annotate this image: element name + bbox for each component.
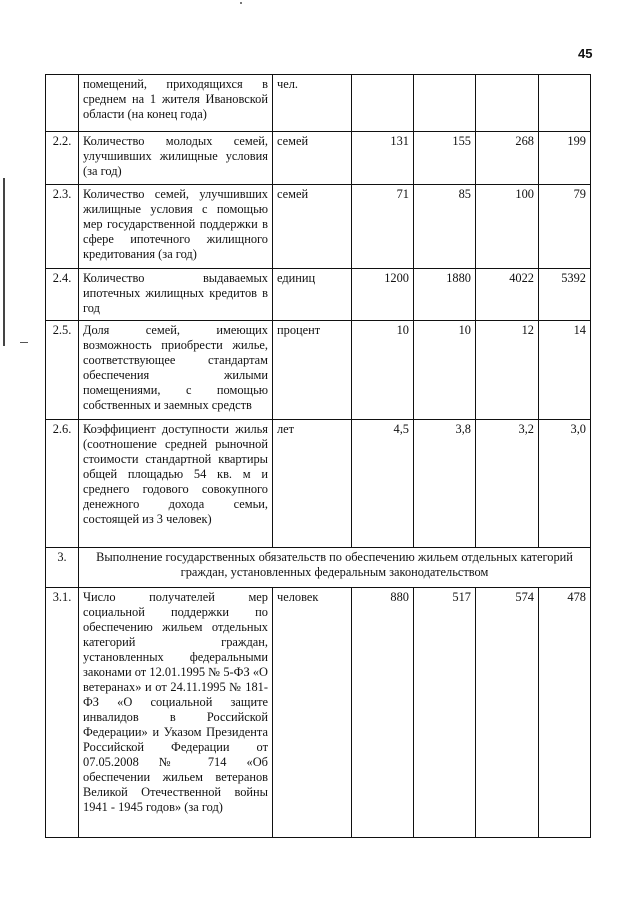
table-row-2-4 bbox=[46, 269, 591, 321]
row-number: 2.2. bbox=[46, 132, 79, 185]
row-number: 2.4. bbox=[46, 269, 79, 321]
value-cell bbox=[414, 75, 476, 132]
indicator-unit: чел. bbox=[273, 75, 352, 132]
scan-artifact-margin-line bbox=[3, 178, 5, 346]
value-cell bbox=[352, 75, 414, 132]
value-cell: 4,5 bbox=[352, 420, 414, 548]
value-cell: 3,8 bbox=[414, 420, 476, 548]
value-cell: 3,0 bbox=[539, 420, 591, 548]
value-cell: 131 bbox=[352, 132, 414, 185]
scan-artifact-dot bbox=[240, 2, 242, 4]
section-title: Выполнение государственных обязательств по обеспечению жильем отдельных категорий граждан, установленных федеральным законодательством bbox=[79, 548, 591, 588]
value-cell: 100 bbox=[476, 185, 539, 269]
value-cell: 1200 bbox=[352, 269, 414, 321]
indicator-unit: процент bbox=[273, 321, 352, 420]
indicator-description: Коэффициент доступности жилья (соотношение средней рыночной стоимости стандартной квартиры общей площадью 54 кв. м и среднего годового совокупного денежного дохода семьи, состоящей из 3 человек) bbox=[79, 420, 273, 548]
table-row-2-2 bbox=[46, 132, 591, 185]
row-number: 2.3. bbox=[46, 185, 79, 269]
value-cell: 85 bbox=[414, 185, 476, 269]
page-number: 45 bbox=[578, 46, 593, 61]
scan-artifact-dash bbox=[20, 342, 28, 343]
value-cell bbox=[476, 75, 539, 132]
value-cell: 517 bbox=[414, 588, 476, 838]
indicator-description: Доля семей, имеющих возможность приобрести жилье, соответствующее стандартам обеспечения жилыми помещениями, с помощью собственных и заемных средств bbox=[79, 321, 273, 420]
indicator-unit: лет bbox=[273, 420, 352, 548]
value-cell: 268 bbox=[476, 132, 539, 185]
row-number: 2.6. bbox=[46, 420, 79, 548]
row-number: 2.5. bbox=[46, 321, 79, 420]
indicator-description: Число получателей мер социальной поддержки по обеспечению жильем отдельных категорий граждан, установленных федеральными законами от 12.01.1995 № 5-ФЗ «О ветеранах» и от 24.11.1995 № 181-ФЗ «О социальной защите инвалидов в Российской Федерации» и Указом Президента Российской Федерации от 07.05.2008 № 714 «Об обеспечении жильем ветеранов Великой Отечественной войны 1941 - 1945 годов» (за год) bbox=[79, 588, 273, 838]
value-cell: 4022 bbox=[476, 269, 539, 321]
table-row-section-3 bbox=[46, 548, 591, 588]
indicator-description: Количество семей, улучшивших жилищные условия с помощью мер государственной поддержки в сфере ипотечного жилищного кредитования (за год) bbox=[79, 185, 273, 269]
value-cell: 478 bbox=[539, 588, 591, 838]
section-number: 3. bbox=[46, 548, 79, 588]
value-cell: 79 bbox=[539, 185, 591, 269]
indicators-table bbox=[45, 74, 591, 838]
value-cell: 574 bbox=[476, 588, 539, 838]
value-cell: 880 bbox=[352, 588, 414, 838]
value-cell: 10 bbox=[414, 321, 476, 420]
table-row-2-6 bbox=[46, 420, 591, 548]
value-cell: 12 bbox=[476, 321, 539, 420]
table-row-3-1 bbox=[46, 588, 591, 838]
value-cell: 14 bbox=[539, 321, 591, 420]
row-number: 3.1. bbox=[46, 588, 79, 838]
value-cell: 3,2 bbox=[476, 420, 539, 548]
indicator-description: Количество молодых семей, улучшивших жилищные условия (за год) bbox=[79, 132, 273, 185]
indicator-description: помещений, приходящихся в среднем на 1 жителя Ивановской области (на конец года) bbox=[79, 75, 273, 132]
value-cell: 71 bbox=[352, 185, 414, 269]
value-cell: 5392 bbox=[539, 269, 591, 321]
value-cell bbox=[539, 75, 591, 132]
table-row-2-5 bbox=[46, 321, 591, 420]
value-cell: 155 bbox=[414, 132, 476, 185]
table-row-2-3 bbox=[46, 185, 591, 269]
value-cell: 199 bbox=[539, 132, 591, 185]
indicator-unit: семей bbox=[273, 185, 352, 269]
indicator-unit: единиц bbox=[273, 269, 352, 321]
row-number bbox=[46, 75, 79, 132]
value-cell: 10 bbox=[352, 321, 414, 420]
indicator-unit: семей bbox=[273, 132, 352, 185]
indicator-unit: человек bbox=[273, 588, 352, 838]
value-cell: 1880 bbox=[414, 269, 476, 321]
indicator-description: Количество выдаваемых ипотечных жилищных кредитов в год bbox=[79, 269, 273, 321]
table-row-continuation bbox=[46, 75, 591, 132]
